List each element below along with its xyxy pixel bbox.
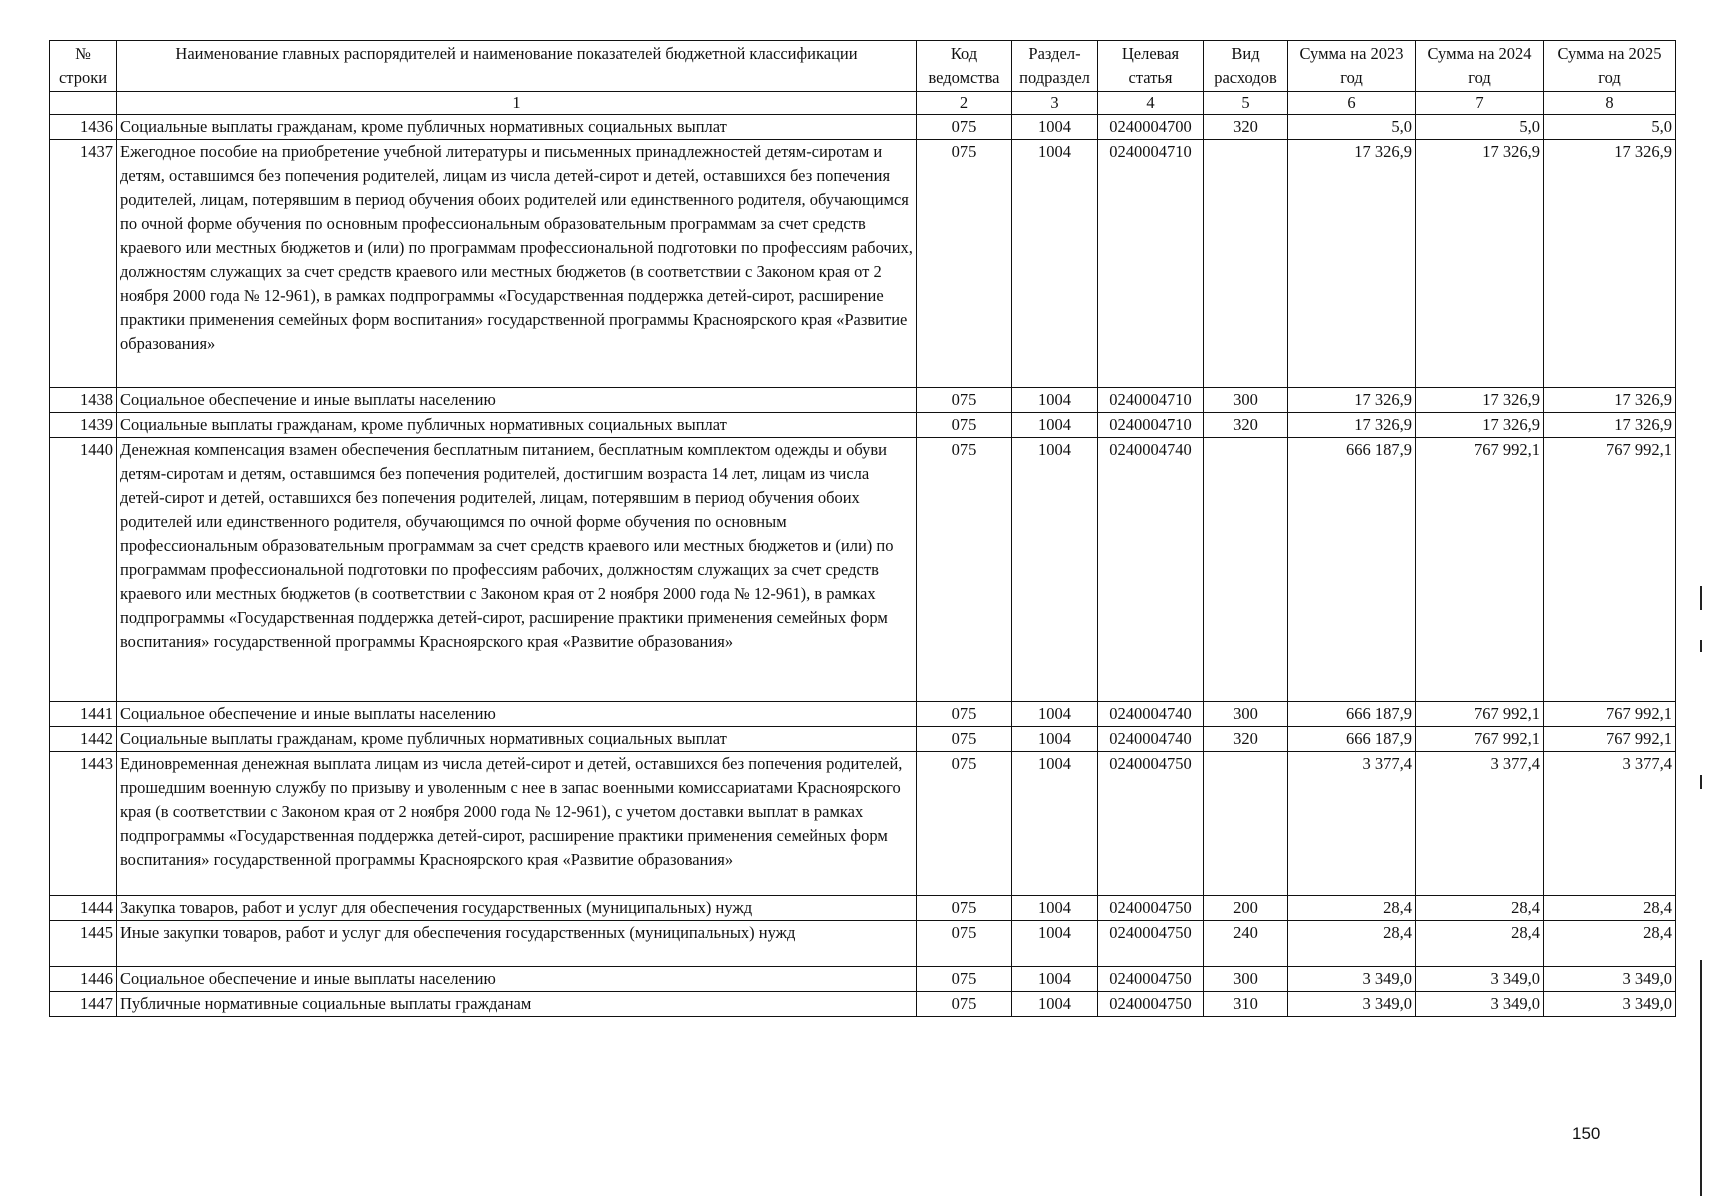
section-code: 1004: [1012, 896, 1098, 921]
row-number: 1447: [50, 992, 117, 1017]
expense-type: 300: [1204, 702, 1288, 727]
column-number: 6: [1288, 92, 1416, 115]
section-code: 1004: [1012, 413, 1098, 438]
row-number: 1437: [50, 140, 117, 388]
table-row: [50, 140, 1676, 388]
header-sum-2025: Сумма на 2025 год: [1544, 41, 1676, 92]
dept-code: 075: [917, 388, 1012, 413]
dept-code: 075: [917, 702, 1012, 727]
expense-type: 320: [1204, 727, 1288, 752]
row-name: Ежегодное пособие на приобретение учебной литературы и письменных принадлежностей детям-сиротам и детям, оставшимся без попечения родителей, лицам из числа детей-сирот и детей, оставшихся без попечения родителей, лицам, потерявшим в период обучения обоих родителей или единственного родителя, обучающимся по очной форме обучения по основным профессиональным образовательным программам за счет средств краевого или местных бюджетов и (или) по программам профессиональной подготовки по профессиям рабочих, должностям служащих за счет средств краевого или местных бюджетов (в соответствии с Законом края от 2 ноября 2000 года № 12-961), в рамках подпрограммы «Государственная поддержка детей-сирот, расширение практики применения семейных форм воспитания» государственной программы Красноярского края «Развитие образования»: [117, 140, 917, 388]
sum-2024: 28,4: [1416, 921, 1544, 967]
scan-edge-mark: [1700, 640, 1702, 652]
sum-2025: 767 992,1: [1544, 727, 1676, 752]
target-code: 0240004750: [1098, 992, 1204, 1017]
row-name: Социальное обеспечение и иные выплаты населению: [117, 388, 917, 413]
sum-2023: 17 326,9: [1288, 413, 1416, 438]
header-target: Целевая статья: [1098, 41, 1204, 92]
sum-2025: 28,4: [1544, 896, 1676, 921]
column-number: 5: [1204, 92, 1288, 115]
table-row: [50, 388, 1676, 413]
dept-code: 075: [917, 413, 1012, 438]
row-name: Публичные нормативные социальные выплаты гражданам: [117, 992, 917, 1017]
table-row: [50, 702, 1676, 727]
sum-2023: 3 349,0: [1288, 992, 1416, 1017]
sum-2023: 17 326,9: [1288, 388, 1416, 413]
table-body: [50, 115, 1676, 1017]
expense-type: 300: [1204, 967, 1288, 992]
header-row-number: № строки: [50, 41, 117, 92]
page-number: 150: [1572, 1124, 1601, 1143]
expense-type: 320: [1204, 115, 1288, 140]
expense-type: 310: [1204, 992, 1288, 1017]
section-code: 1004: [1012, 921, 1098, 967]
section-code: 1004: [1012, 438, 1098, 702]
sum-2025: 5,0: [1544, 115, 1676, 140]
target-code: 0240004750: [1098, 967, 1204, 992]
sum-2025: 28,4: [1544, 921, 1676, 967]
target-code: 0240004740: [1098, 438, 1204, 702]
section-code: 1004: [1012, 992, 1098, 1017]
row-number: 1445: [50, 921, 117, 967]
row-name: Социальные выплаты гражданам, кроме публичных нормативных социальных выплат: [117, 727, 917, 752]
header-sum-2024: Сумма на 2024 год: [1416, 41, 1544, 92]
sum-2023: 5,0: [1288, 115, 1416, 140]
column-number: [50, 92, 117, 115]
sum-2025: 3 349,0: [1544, 967, 1676, 992]
table-row: [50, 413, 1676, 438]
column-numbers-row: [50, 92, 1676, 115]
target-code: 0240004710: [1098, 388, 1204, 413]
sum-2024: 3 349,0: [1416, 992, 1544, 1017]
sum-2023: 28,4: [1288, 921, 1416, 967]
expense-type: 240: [1204, 921, 1288, 967]
section-code: 1004: [1012, 967, 1098, 992]
target-code: 0240004750: [1098, 921, 1204, 967]
target-code: 0240004710: [1098, 140, 1204, 388]
dept-code: 075: [917, 896, 1012, 921]
table-row: [50, 438, 1676, 702]
dept-code: 075: [917, 992, 1012, 1017]
target-code: 0240004740: [1098, 727, 1204, 752]
sum-2025: 3 377,4: [1544, 752, 1676, 896]
column-number: 4: [1098, 92, 1204, 115]
row-number: 1442: [50, 727, 117, 752]
column-number: 3: [1012, 92, 1098, 115]
sum-2024: 5,0: [1416, 115, 1544, 140]
row-number: 1439: [50, 413, 117, 438]
sum-2023: 666 187,9: [1288, 727, 1416, 752]
dept-code: 075: [917, 752, 1012, 896]
dept-code: 075: [917, 140, 1012, 388]
sum-2024: 17 326,9: [1416, 413, 1544, 438]
target-code: 0240004750: [1098, 752, 1204, 896]
target-code: 0240004700: [1098, 115, 1204, 140]
section-code: 1004: [1012, 702, 1098, 727]
dept-code: 075: [917, 967, 1012, 992]
sum-2025: 767 992,1: [1544, 702, 1676, 727]
sum-2023: 3 349,0: [1288, 967, 1416, 992]
sum-2025: 3 349,0: [1544, 992, 1676, 1017]
row-number: 1443: [50, 752, 117, 896]
row-number: 1440: [50, 438, 117, 702]
sum-2024: 3 377,4: [1416, 752, 1544, 896]
budget-table: [49, 40, 1676, 1017]
column-number: 1: [117, 92, 917, 115]
section-code: 1004: [1012, 115, 1098, 140]
table-row: [50, 967, 1676, 992]
table-row: [50, 752, 1676, 896]
sum-2023: 17 326,9: [1288, 140, 1416, 388]
sum-2023: 666 187,9: [1288, 702, 1416, 727]
target-code: 0240004740: [1098, 702, 1204, 727]
sum-2024: 767 992,1: [1416, 438, 1544, 702]
target-code: 0240004750: [1098, 896, 1204, 921]
scan-edge-mark: [1700, 960, 1702, 1196]
scan-edge-mark: [1700, 586, 1702, 610]
sum-2024: 767 992,1: [1416, 727, 1544, 752]
row-name: Денежная компенсация взамен обеспечения бесплатным питанием, бесплатным комплектом одежды и обуви детям-сиротам и детям, оставшимся без попечения родителей, достигшим возраста 14 лет, лицам из числа детей-сирот и детей, оставшихся без попечения родителей, лицам, потерявшим в период обучения обоих родителей или единственного родителя, обучающимся по очной форме обучения по основным профессиональным образовательным программам за счет средств краевого или местных бюджетов и (или) по программам профессиональной подготовки по профессиям рабочих, должностям служащих за счет средств краевого или местных бюджетов (в соответствии с Законом края от 2 ноября 2000 года № 12-961), в рамках подпрограммы «Государственная поддержка детей-сирот, расширение практики применения семейных форм воспитания» государственной программы Красноярского края «Развитие образования»: [117, 438, 917, 702]
table-row: [50, 992, 1676, 1017]
column-number: 8: [1544, 92, 1676, 115]
expense-type: [1204, 140, 1288, 388]
expense-type: 200: [1204, 896, 1288, 921]
sum-2025: 17 326,9: [1544, 140, 1676, 388]
table-row: [50, 115, 1676, 140]
sum-2025: 17 326,9: [1544, 388, 1676, 413]
column-number: 7: [1416, 92, 1544, 115]
section-code: 1004: [1012, 727, 1098, 752]
scan-edge-mark: [1700, 775, 1702, 789]
dept-code: 075: [917, 727, 1012, 752]
sum-2023: 666 187,9: [1288, 438, 1416, 702]
header-sum-2023: Сумма на 2023 год: [1288, 41, 1416, 92]
sum-2024: 767 992,1: [1416, 702, 1544, 727]
row-number: 1438: [50, 388, 117, 413]
sum-2024: 17 326,9: [1416, 388, 1544, 413]
row-number: 1436: [50, 115, 117, 140]
dept-code: 075: [917, 921, 1012, 967]
sum-2023: 3 377,4: [1288, 752, 1416, 896]
dept-code: 075: [917, 115, 1012, 140]
row-number: 1446: [50, 967, 117, 992]
column-number: 2: [917, 92, 1012, 115]
row-name: Закупка товаров, работ и услуг для обеспечения государственных (муниципальных) нужд: [117, 896, 917, 921]
row-name: Социальное обеспечение и иные выплаты населению: [117, 702, 917, 727]
target-code: 0240004710: [1098, 413, 1204, 438]
row-name: Социальные выплаты гражданам, кроме публичных нормативных социальных выплат: [117, 115, 917, 140]
row-number: 1441: [50, 702, 117, 727]
expense-type: [1204, 438, 1288, 702]
row-name: Единовременная денежная выплата лицам из числа детей-сирот и детей, оставшихся без попечения родителей, прошедшим военную службу по призыву и уволенным с нее в запас военными комиссариатами Красноярского края (в соответствии с Законом края от 2 ноября 2000 года № 12-961), с учетом доставки выплат в рамках подпрограммы «Государственная поддержка детей-сирот, расширение практики применения семейных форм воспитания» государственной программы Красноярского края «Развитие образования»: [117, 752, 917, 896]
section-code: 1004: [1012, 388, 1098, 413]
row-name: Иные закупки товаров, работ и услуг для обеспечения государственных (муниципальных) нужд: [117, 921, 917, 967]
header-row: [50, 41, 1676, 92]
sum-2023: 28,4: [1288, 896, 1416, 921]
table-row: [50, 896, 1676, 921]
table-row: [50, 727, 1676, 752]
header-dept-code: Код ведомства: [917, 41, 1012, 92]
row-number: 1444: [50, 896, 117, 921]
expense-type: [1204, 752, 1288, 896]
sum-2025: 767 992,1: [1544, 438, 1676, 702]
header-section: Раздел-подраздел: [1012, 41, 1098, 92]
row-name: Социальные выплаты гражданам, кроме публичных нормативных социальных выплат: [117, 413, 917, 438]
sum-2024: 28,4: [1416, 896, 1544, 921]
dept-code: 075: [917, 438, 1012, 702]
table-row: [50, 921, 1676, 967]
section-code: 1004: [1012, 752, 1098, 896]
sum-2024: 17 326,9: [1416, 140, 1544, 388]
header-name: Наименование главных распорядителей и наименование показателей бюджетной классификации: [117, 41, 917, 92]
sum-2025: 17 326,9: [1544, 413, 1676, 438]
expense-type: 300: [1204, 388, 1288, 413]
expense-type: 320: [1204, 413, 1288, 438]
section-code: 1004: [1012, 140, 1098, 388]
sum-2024: 3 349,0: [1416, 967, 1544, 992]
header-expense-type: Вид расходов: [1204, 41, 1288, 92]
row-name: Социальное обеспечение и иные выплаты населению: [117, 967, 917, 992]
